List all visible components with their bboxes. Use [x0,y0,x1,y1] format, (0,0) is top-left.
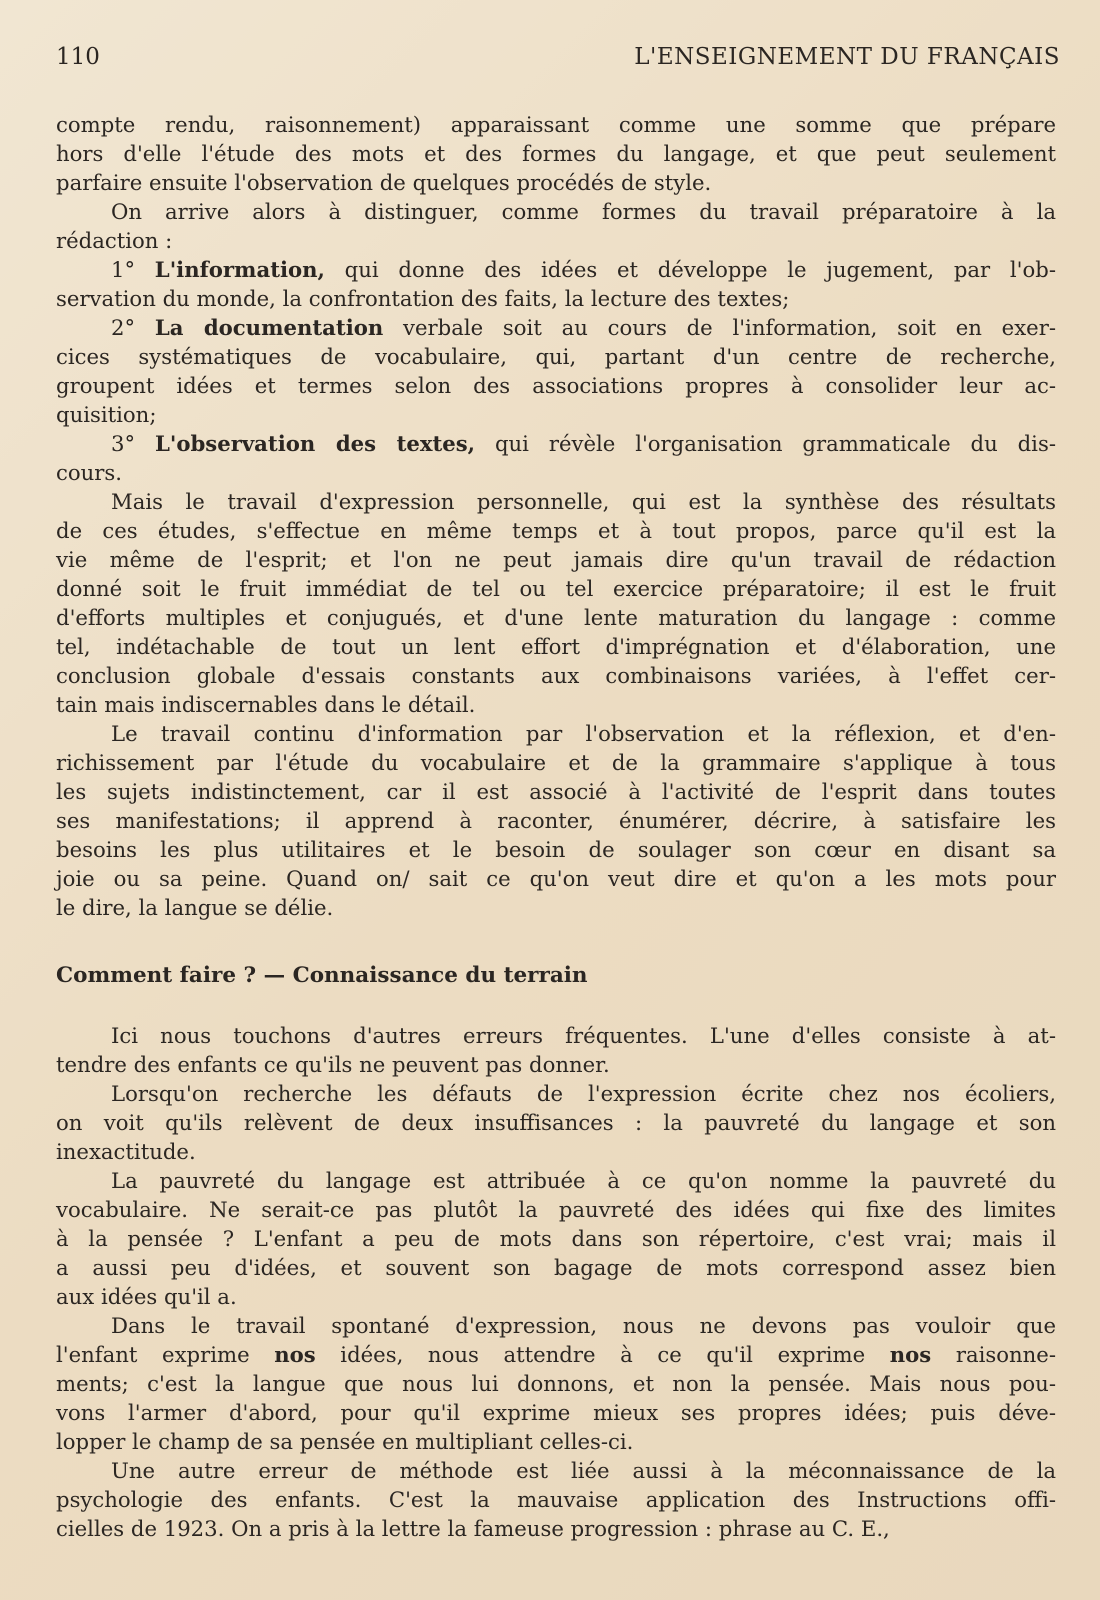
text-line: ments; c'est la langue que nous lui donnons, et non la pensée. Mais nous pou- [56,1371,1056,1396]
paragraph [56,719,1056,922]
paragraph [56,1166,1056,1311]
text-line: Ici nous touchons d'autres erreurs fréquentes. L'une d'elles consiste à at- [111,1023,1056,1048]
text-line: à la pensée ? L'enfant a peu de mots dans son répertoire, c'est vrai; mais il [56,1226,1056,1251]
text-line: le dire, la langue se délie. [56,895,334,920]
text-line: La pauvreté du langage est attribuée à ce qu'on nomme la pauvreté du [111,1168,1056,1193]
text-line: joie ou sa peine. Quand on/ sait ce qu'on veut dire et qu'on a les mots pour [56,866,1056,891]
text-run: idées, nous attendre à ce qu'il exprime [315,1342,890,1367]
text-line: les sujets indistinctement, car il est associé à l'activité de l'esprit dans toutes [56,779,1056,804]
text-line: a aussi peu d'idées, et souvent son bagage de mots correspond assez bien [56,1255,1056,1280]
text-line: rédaction : [56,228,173,253]
text-line: tel, indétachable de tout un lent effort d'imprégnation et d'élaboration, une [56,634,1056,659]
text-line: lopper le champ de sa pensée en multipliant celles-ci. [56,1429,634,1454]
text-line: servation du monde, la confrontation des faits, la lecture des textes; [56,286,790,311]
paragraph [56,255,1056,313]
page-header [56,44,1060,76]
text-line [56,429,1056,458]
text-line: Le travail continu d'information par l'observation et la réflexion, et d'en- [111,721,1056,746]
paragraph [56,313,1056,429]
text-line: de ces études, s'effectue en même temps et à tout propos, parce qu'il est la [56,518,1056,543]
text-line [56,255,1056,284]
text-line: d'efforts multiples et conjugués, et d'une lente maturation du langage : comme [56,605,1056,630]
text-line: On arrive alors à distinguer, comme formes du travail préparatoire à la [111,199,1056,224]
text-line: Mais le travail d'expression personnelle, qui est la synthèse des résultats [111,489,1056,514]
text-run: 3° [111,431,155,456]
text-line: cielles de 1923. On a pris à la lettre la fameuse progression : phrase au C. E., [56,1516,890,1541]
text-run: qui donne des idées et développe le jugement, par l'ob- [324,257,1056,282]
text-run: 2° [111,315,155,340]
text-line: psychologie des enfants. C'est la mauvaise application des Instructions offi- [56,1487,1056,1512]
paragraph [56,1079,1056,1166]
text-line: groupent idées et termes selon des associations propres à consolider leur ac- [56,373,1056,398]
text-line: Lorsqu'on recherche les défauts de l'expression écrite chez nos écoliers, [111,1081,1056,1106]
text-line: richissement par l'étude du vocabulaire et de la grammaire s'applique à tous [56,750,1056,775]
text-line: vons l'armer d'abord, pour qu'il exprime mieux ses propres idées; puis déve- [56,1400,1056,1425]
paragraph [56,197,1056,255]
page-number: 110 [56,44,100,70]
bold-term: L'observation des textes, [154,431,476,456]
text-line [56,313,1056,342]
text-run: verbale soit au cours de l'information, soit en exer- [383,315,1056,340]
text-line: conclusion globale d'essais constants aux combinaisons variées, à l'effet cer- [56,663,1056,688]
paragraph [56,429,1056,487]
bold-term: nos [274,1342,316,1367]
text-run: qui révèle l'organisation grammaticale du dis- [475,431,1056,456]
body-text-section-1 [56,110,1056,922]
text-line [56,1340,1056,1369]
text-line: Dans le travail spontané d'expression, nous ne devons pas vouloir que [111,1313,1056,1338]
text-line: tendre des enfants ce qu'ils ne peuvent pas donner. [56,1052,610,1077]
paragraph [56,1311,1056,1456]
text-run: raisonne- [931,1342,1056,1367]
paragraph [56,1021,1056,1079]
bold-term: L'information, [154,257,325,282]
text-line: donné soit le fruit immédiat de tel ou tel exercice préparatoire; il est le fruit [56,576,1056,601]
text-line: tain mais indiscernables dans le détail. [56,692,476,717]
paragraph [56,487,1056,719]
text-line: vie même de l'esprit; et l'on ne peut jamais dire qu'un travail de rédaction [56,547,1056,572]
text-run: l'enfant exprime [56,1342,275,1367]
text-line: Une autre erreur de méthode est liée aussi à la méconnaissance de la [111,1458,1056,1483]
running-title: L'ENSEIGNEMENT DU FRANÇAIS [634,44,1060,70]
text-line: parfaire ensuite l'observation de quelques procédés de style. [56,170,712,195]
body-text-section-2 [56,1021,1056,1543]
text-run: 1° [111,257,155,282]
text-line: aux idées qu'il a. [56,1284,237,1309]
text-line: vocabulaire. Ne serait-ce pas plutôt la pauvreté des idées qui fixe des limites [56,1197,1056,1222]
text-line: on voit qu'ils relèvent de deux insuffisances : la pauvreté du langage et son [56,1110,1056,1135]
section-heading: Comment faire ? — Connaissance du terrain [56,963,588,988]
bold-term: nos [889,1342,932,1367]
text-line: hors d'elle l'étude des mots et des formes du langage, et que peut seulement [56,141,1056,166]
text-line: cours. [56,460,123,485]
text-line: cices systématiques de vocabulaire, qui, partant d'un centre de recherche, [56,344,1056,369]
paragraph [56,1456,1056,1543]
paragraph [56,110,1056,197]
text-line: inexactitude. [56,1139,196,1164]
text-line: compte rendu, raisonnement) apparaissant comme une somme que prépare [56,112,1056,137]
bold-term: La documentation [154,315,384,340]
text-line: besoins les plus utilitaires et le besoin de soulager son cœur en disant sa [56,837,1056,862]
text-line: quisition; [56,402,157,427]
text-line: ses manifestations; il apprend à raconter, énumérer, décrire, à satisfaire les [56,808,1056,833]
